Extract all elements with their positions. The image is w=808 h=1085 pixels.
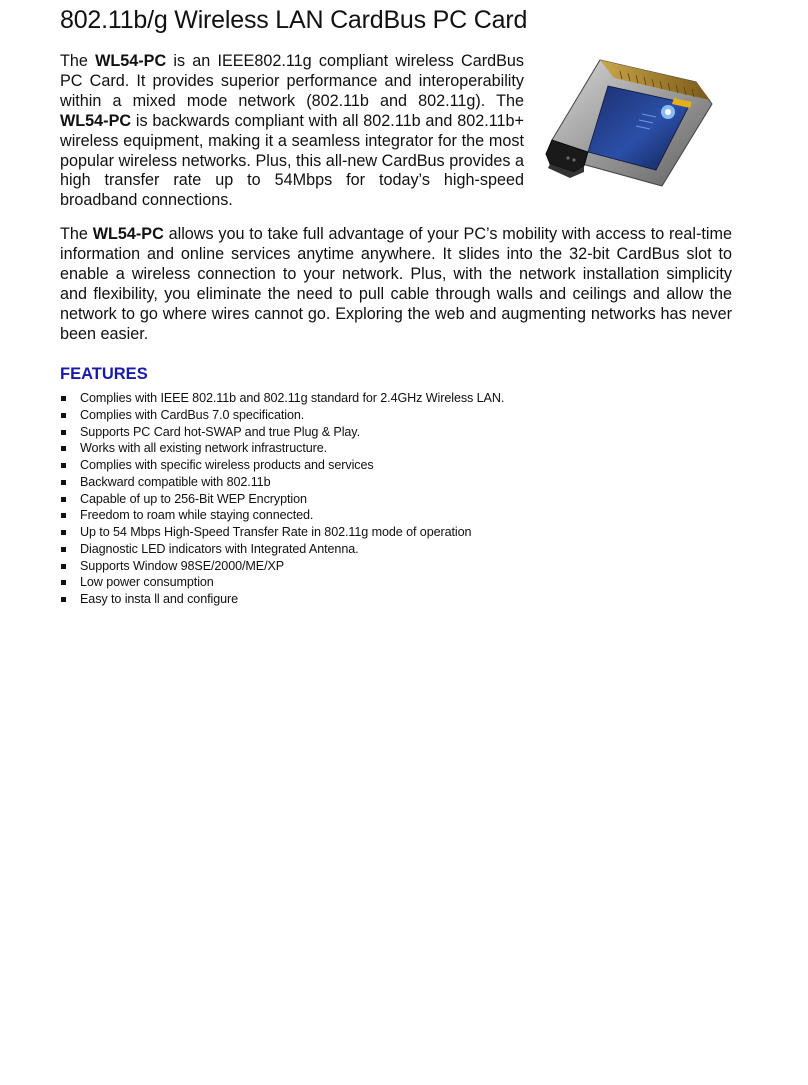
product-name: WL54-PC: [95, 52, 167, 70]
feature-text: Complies with CardBus 7.0 specification.: [80, 407, 305, 422]
bullet-square-icon: [61, 446, 66, 451]
bullet-square-icon: [61, 497, 66, 502]
product-name: WL54-PC: [92, 225, 164, 243]
bullet-square-icon: [61, 396, 66, 401]
feature-text: Up to 54 Mbps High-Speed Transfer Rate in 802.11g mode of operation: [80, 525, 472, 539]
product-name: WL54-PC: [60, 111, 132, 130]
feature-text: Diagnostic LED indicators with Integrated Antenna.: [80, 541, 359, 556]
feature-item: [60, 574, 760, 591]
bullet-square-icon: [61, 530, 66, 535]
feature-text: Capable of up to 256-Bit WEP Encryption: [80, 491, 307, 506]
feature-item: [60, 474, 760, 491]
feature-item: [60, 591, 760, 608]
bullet-square-icon: [61, 547, 66, 552]
description-paragraph: [60, 225, 732, 344]
intro-paragraph: [60, 52, 524, 211]
intro-text-1: The: [60, 52, 96, 70]
feature-text: Supports Window 98SE/2000/ME/XP: [80, 558, 285, 573]
feature-item: [60, 491, 760, 508]
feature-text: Works with all existing network infrastructure.: [80, 441, 328, 456]
para2-text-1: The: [60, 225, 93, 243]
feature-item: [60, 507, 760, 524]
feature-item: [60, 440, 760, 457]
bullet-square-icon: [61, 413, 66, 418]
feature-item: [60, 524, 760, 541]
feature-text: Low power consumption: [80, 575, 214, 590]
pc-card-product-image: [544, 54, 716, 188]
bullet-square-icon: [61, 463, 66, 468]
feature-item: [60, 407, 760, 424]
intro-text-3: is backwards compliant with all 802.11b and 802.11b+ wireless equipment, making it a seamless integrator for the most popular wireless networks. Plus, this all-new CardBus provides a high transfer rate up to 54Mbps for today’s high-speed broadband connections.: [60, 111, 524, 210]
intro-text-2: is an IEEE802.11g compliant wireless CardBus PC Card. It provides superior performance and interoperability within a mixed mode network (802.11b and 802.11g). The: [60, 52, 524, 110]
bullet-square-icon: [61, 597, 66, 602]
feature-text: Supports PC Card hot-SWAP and true Plug & Play.: [80, 424, 360, 439]
feature-text: Complies with specific wireless products and services: [80, 458, 374, 472]
feature-text: Backward compatible with 802.11b: [80, 474, 271, 489]
features-heading: FEATURES: [60, 365, 148, 383]
bullet-square-icon: [61, 564, 66, 569]
feature-item: [60, 457, 760, 474]
bullet-square-icon: [61, 430, 66, 435]
page-title: 802.11b/g Wireless LAN CardBus PC Card: [60, 6, 528, 34]
bullet-square-icon: [61, 480, 66, 485]
feature-item: [60, 424, 760, 441]
bullet-square-icon: [61, 513, 66, 518]
features-list: [60, 390, 760, 608]
feature-text: Easy to insta ll and configure: [80, 592, 239, 606]
feature-item: [60, 541, 760, 558]
bullet-square-icon: [61, 580, 66, 585]
feature-text: Complies with IEEE 802.11b and 802.11g standard for 2.4GHz Wireless LAN.: [80, 391, 505, 405]
feature-text: Freedom to roam while staying connected.: [80, 508, 314, 523]
feature-item: [60, 558, 760, 575]
feature-item: [60, 390, 760, 407]
para2-text-2: allows you to take full advantage of your PC’s mobility with access to real-time information and online services anytime anywhere. It slides into the 32-bit CardBus slot to enable a wireless connection to your network. Plus, with the network installation simplicity and flexibility, you eliminate the need to pull cable through walls and ceilings and allow the network to go where wires cannot go. Exploring the web and augmenting networks has never been easier.: [60, 225, 732, 343]
